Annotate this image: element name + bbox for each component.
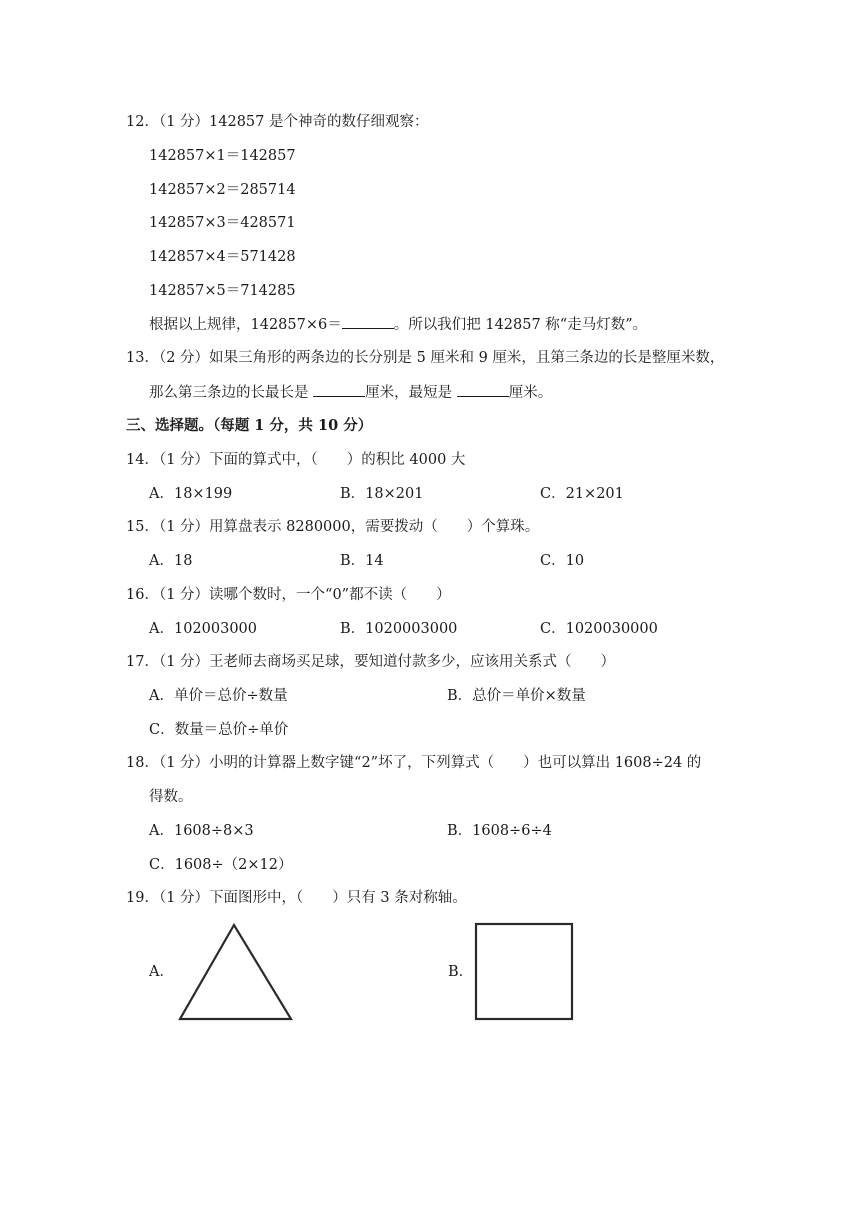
q13-continuation	[149, 382, 552, 403]
q15-option-c[interactable]: C．10	[540, 553, 585, 569]
q14-option-b[interactable]: B．18×201	[340, 486, 424, 502]
q19-option-b-label[interactable]: B．	[448, 964, 474, 980]
q12-line-5: 142857×5＝714285	[149, 283, 296, 299]
q19-triangle-figure[interactable]	[176, 920, 296, 1024]
q19-option-a-label[interactable]: A．	[149, 964, 174, 980]
q15-option-a[interactable]: A．18	[149, 553, 193, 569]
q18-stem-continuation: 得数。	[149, 789, 193, 805]
q13-max-blank[interactable]	[313, 382, 365, 397]
q14-stem: 14．（1 分）下面的算式中，（ ）的积比 4000 大	[126, 452, 466, 468]
q12-line-3: 142857×3＝428571	[149, 215, 296, 231]
q19-square-figure[interactable]	[474, 922, 576, 1022]
q16-option-a[interactable]: A．102003000	[149, 621, 257, 637]
q13-stem: 13．（2 分）如果三角形的两条边的长分别是 5 厘米和 9 厘米，且第三条边的长是整厘米数，	[126, 350, 725, 366]
q16-option-c[interactable]: C．1020030000	[540, 621, 658, 637]
q14-option-a[interactable]: A．18×199	[149, 486, 233, 502]
q13-text-b: 厘米，最短是	[365, 385, 457, 401]
q12-conclusion-text-b: 。所以我们把 142857 称“走马灯数”。	[393, 317, 648, 333]
q19-stem: 19．（1 分）下面图形中，（ ）只有 3 条对称轴。	[126, 890, 467, 906]
q17-option-a[interactable]: A．单价＝总价÷数量	[149, 688, 288, 704]
q12-conclusion-text-a: 根据以上规律，142857×6＝	[149, 317, 342, 333]
section-3-heading: 三、选择题。（每题 1 分，共 10 分）	[126, 417, 373, 434]
q18-option-a[interactable]: A．1608÷8×3	[149, 823, 254, 839]
q18-stem: 18．（1 分）小明的计算器上数字键“2”坏了，下列算式（ ）也可以算出 1608÷24 的	[126, 755, 702, 771]
q17-stem: 17．（1 分）王老师去商场买足球，要知道付款多少，应该用关系式（ ）	[126, 654, 616, 670]
q17-option-b[interactable]: B．总价＝单价×数量	[447, 688, 586, 704]
q18-option-b[interactable]: B．1608÷6÷4	[447, 823, 552, 839]
q12-answer-blank[interactable]	[342, 314, 394, 329]
q12-stem: 12．（1 分）142857 是个神奇的数仔细观察：	[126, 114, 429, 130]
q12-line-4: 142857×4＝571428	[149, 249, 296, 265]
q12-line-2: 142857×2＝285714	[149, 182, 296, 198]
q15-stem: 15．（1 分）用算盘表示 8280000，需要拨动（ ）个算珠。	[126, 519, 540, 535]
q16-option-b[interactable]: B．1020003000	[340, 621, 458, 637]
q13-text-a: 那么第三条边的长最长是	[149, 385, 314, 401]
q16-stem: 16．（1 分）读哪个数时，一个“0”都不读（ ）	[126, 587, 451, 603]
q17-option-c[interactable]: C．数量＝总价÷单价	[149, 722, 289, 738]
q14-option-c[interactable]: C．21×201	[540, 486, 624, 502]
q18-option-c[interactable]: C．1608÷（2×12）	[149, 857, 293, 873]
q12-line-1: 142857×1＝142857	[149, 148, 296, 164]
q13-text-c: 厘米。	[508, 385, 553, 401]
q12-conclusion	[149, 314, 647, 335]
q13-min-blank[interactable]	[457, 382, 509, 397]
q15-option-b[interactable]: B．14	[340, 553, 384, 569]
